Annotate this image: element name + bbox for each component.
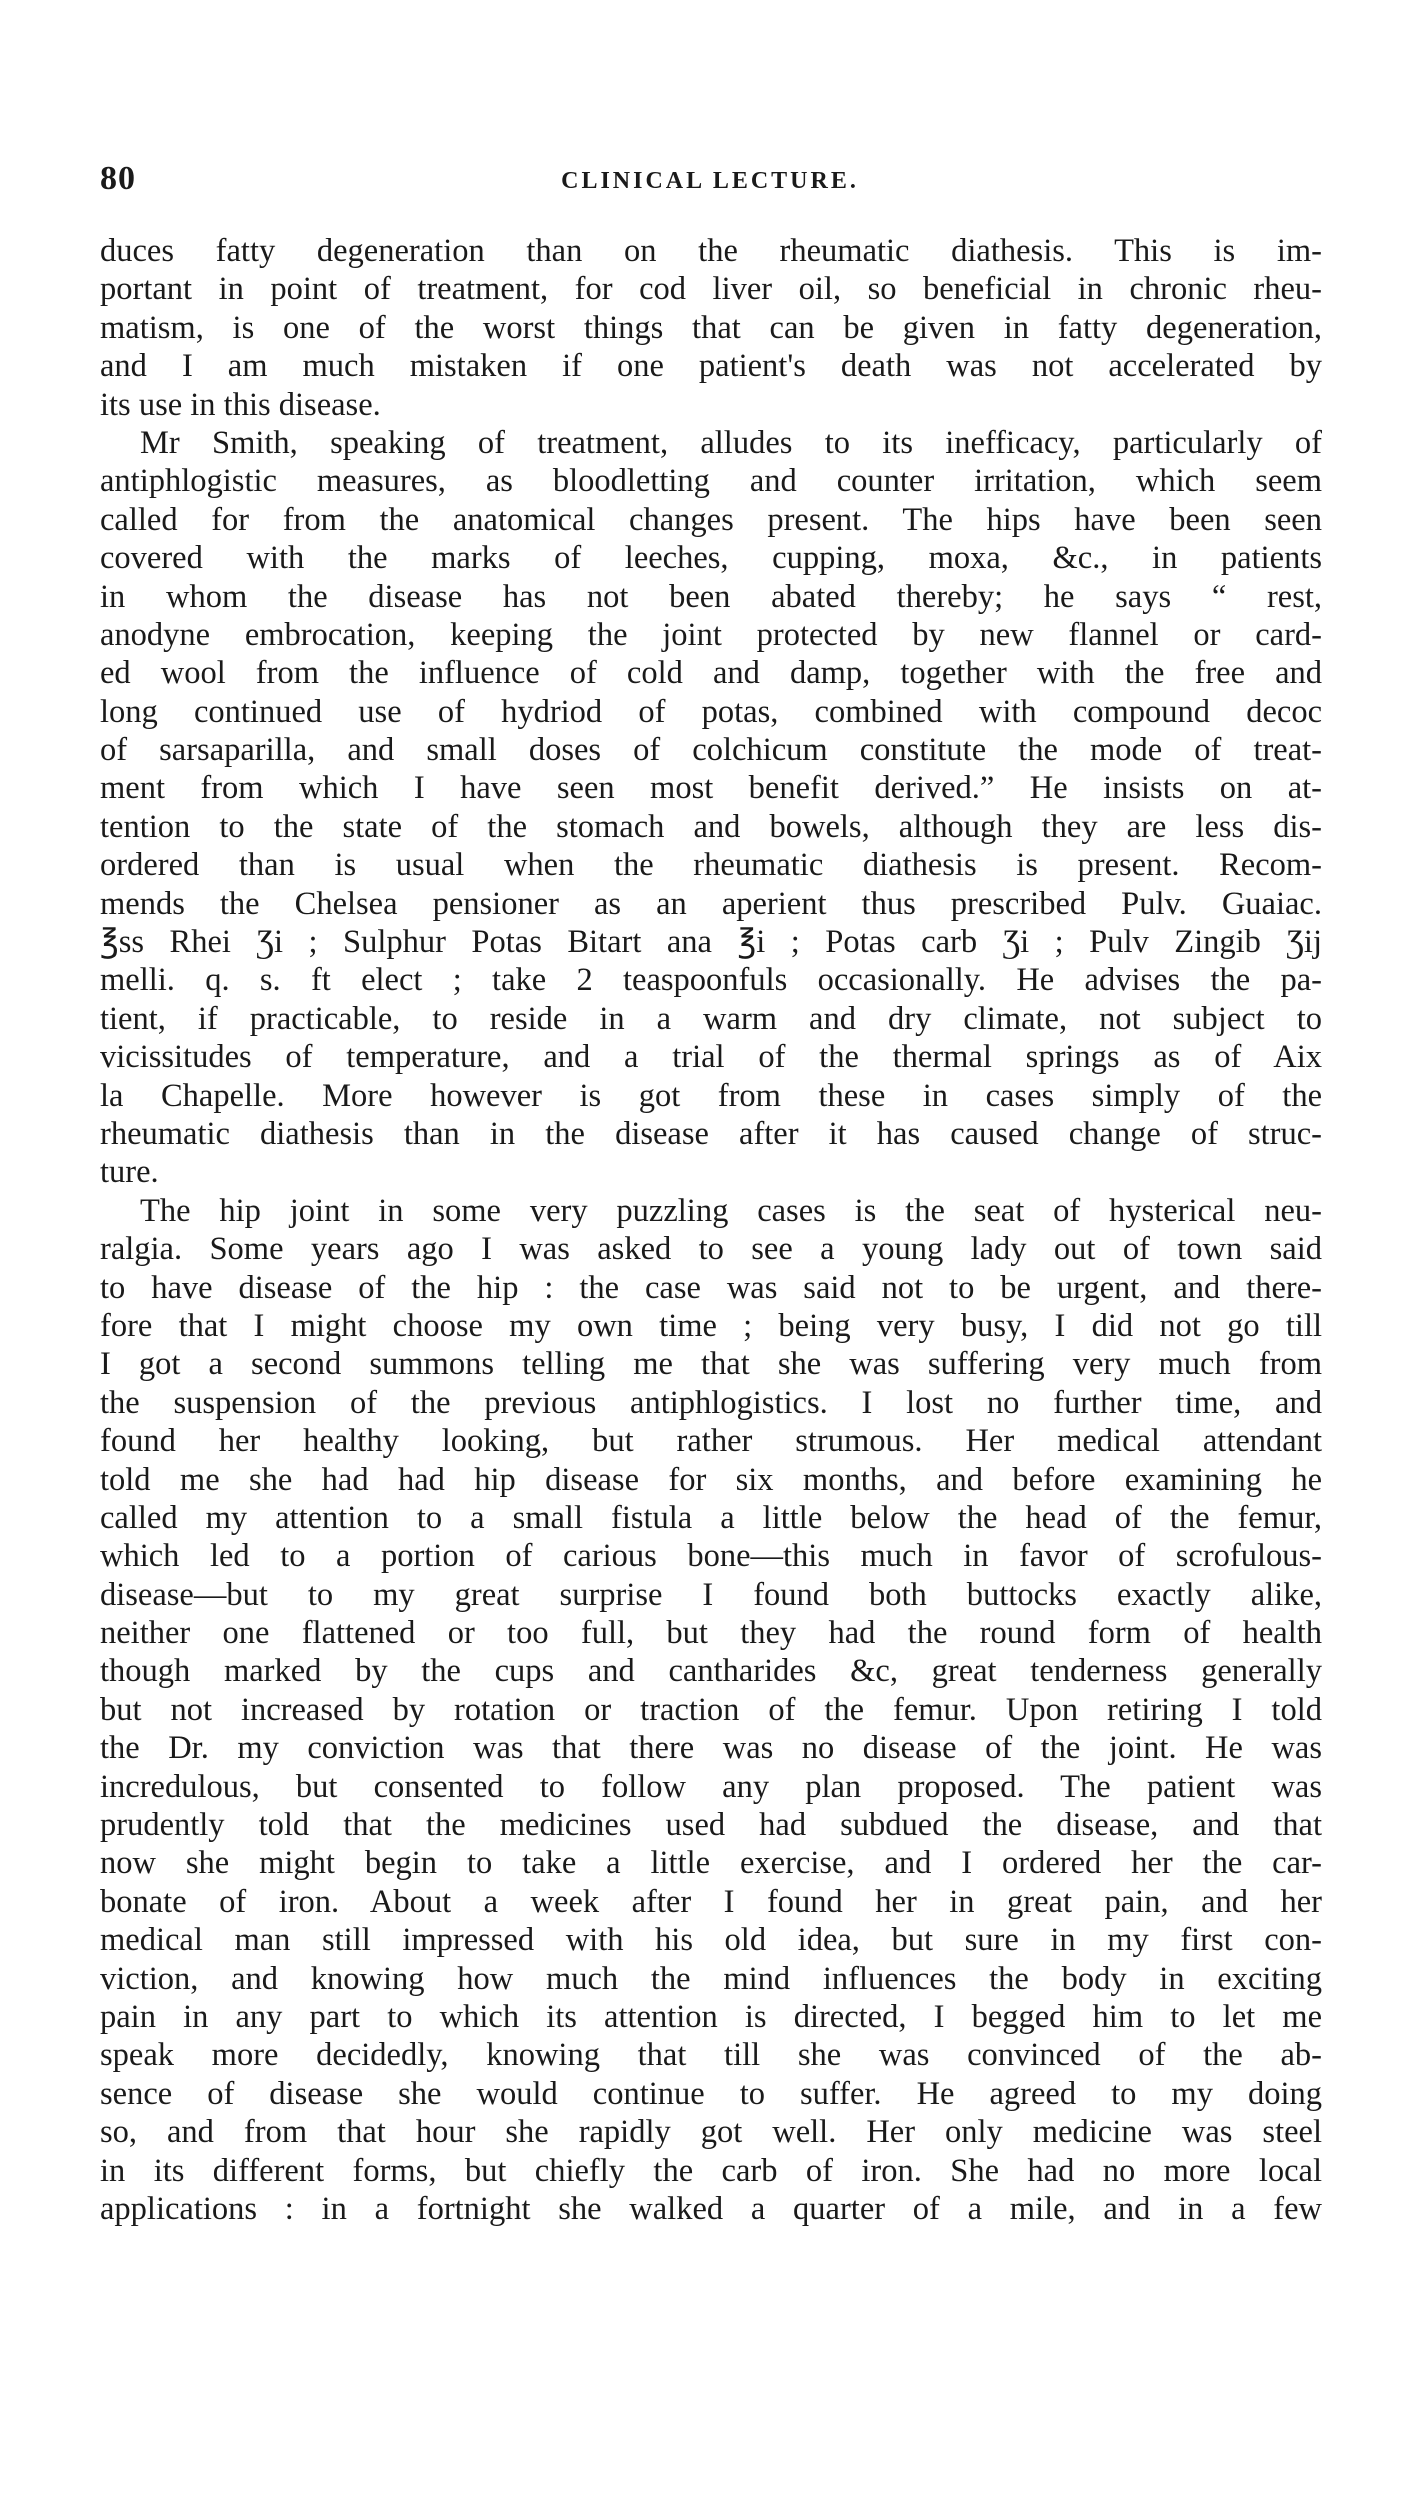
text-line: called my attention to a small fistula a little below the head of the femur,	[100, 1499, 1322, 1536]
text-line: sence of disease she would continue to suffer. He agreed to my doing	[100, 2075, 1322, 2112]
text-line: called for from the anatomical changes present. The hips have been seen	[100, 501, 1322, 538]
text-line: in whom the disease has not been abated thereby; he says “ rest,	[100, 578, 1322, 615]
text-line: viction, and knowing how much the mind influences the body in exciting	[100, 1960, 1322, 1997]
text-line: ℥ss Rhei Ʒi ; Sulphur Potas Bitart ana ℥i ; Potas carb Ʒi ; Pulv Zingib Ʒij	[100, 924, 1322, 961]
text-line: rheumatic diathesis than in the disease after it has caused change of struc-	[100, 1115, 1322, 1152]
text-line: portant in point of treatment, for cod liver oil, so beneficial in chronic rheu-	[100, 271, 1322, 308]
text-line: tention to the state of the stomach and bowels, although they are less dis-	[100, 808, 1322, 845]
text-line: Mr Smith, speaking of treatment, alludes to its inefficacy, particularly of	[140, 424, 1322, 461]
text-line: ordered than is usual when the rheumatic diathesis is present. Recom-	[100, 847, 1322, 884]
body-text	[100, 232, 1322, 2228]
text-line: ed wool from the influence of cold and damp, together with the free and	[100, 655, 1322, 692]
text-line: prudently told that the medicines used had subdued the disease, and that	[100, 1807, 1322, 1844]
text-line: melli. q. s. ft elect ; take 2 teaspoonfuls occasionally. He advises the pa-	[100, 962, 1322, 999]
text-line: incredulous, but consented to follow any plan proposed. The patient was	[100, 1768, 1322, 1805]
text-line: and I am much mistaken if one patient's death was not accelerated by	[100, 348, 1322, 385]
text-line: vicissitudes of temperature, and a trial of the thermal springs as of Aix	[100, 1039, 1322, 1076]
text-line: the suspension of the previous antiphlogistics. I lost no further time, and	[100, 1384, 1322, 1421]
text-line: but not increased by rotation or traction of the femur. Upon retiring I told	[100, 1691, 1322, 1728]
text-line: fore that I might choose my own time ; being very busy, I did not go till	[100, 1307, 1322, 1344]
paragraph-2	[100, 424, 1322, 1192]
text-line: now she might begin to take a little exercise, and I ordered her the car-	[100, 1845, 1322, 1882]
paragraph-3	[100, 1192, 1322, 2229]
running-title: CLINICAL LECTURE.	[561, 168, 859, 194]
running-head	[100, 160, 1320, 204]
text-line: ture.	[100, 1154, 159, 1191]
text-line: ralgia. Some years ago I was asked to see a young lady out of town said	[100, 1231, 1322, 1268]
text-line: of sarsaparilla, and small doses of colchicum constitute the mode of treat-	[100, 732, 1322, 769]
text-line: tient, if practicable, to reside in a warm and dry climate, not subject to	[100, 1000, 1322, 1037]
text-line: The hip joint in some very puzzling cases is the seat of hysterical neu-	[140, 1192, 1322, 1229]
text-line: anodyne embrocation, keeping the joint protected by new flannel or card-	[100, 616, 1322, 653]
text-line: the Dr. my conviction was that there was no disease of the joint. He was	[100, 1730, 1322, 1767]
text-line: found her healthy looking, but rather strumous. Her medical attendant	[100, 1423, 1322, 1460]
text-line: bonate of iron. About a week after I found her in great pain, and her	[100, 1883, 1322, 1920]
text-line: antiphlogistic measures, as bloodletting and counter irritation, which seem	[100, 463, 1322, 500]
text-line: duces fatty degeneration than on the rheumatic diathesis. This is im-	[100, 233, 1322, 269]
text-line: long continued use of hydriod of potas, combined with compound decoc	[100, 693, 1322, 730]
text-line: covered with the marks of leeches, cupping, moxa, &c., in patients	[100, 540, 1322, 577]
text-line: I got a second summons telling me that she was suffering very much from	[100, 1346, 1322, 1383]
text-line: so, and from that hour she rapidly got well. Her only medicine was steel	[100, 2114, 1322, 2151]
text-line: medical man still impressed with his old idea, but sure in my first con-	[100, 1922, 1322, 1959]
text-line: to have disease of the hip : the case was said not to be urgent, and there-	[100, 1269, 1322, 1306]
text-line: mends the Chelsea pensioner as an aperient thus prescribed Pulv. Guaiac.	[100, 885, 1322, 922]
text-line: speak more decidedly, knowing that till she was convinced of the ab-	[100, 2037, 1322, 2074]
paragraph-1	[100, 232, 1322, 424]
text-line: pain in any part to which its attention is directed, I begged him to let me	[100, 1998, 1322, 2035]
text-line: in its different forms, but chiefly the carb of iron. She had no more local	[100, 2152, 1322, 2189]
text-line: matism, is one of the worst things that can be given in fatty degeneration,	[100, 309, 1322, 346]
text-line: its use in this disease.	[100, 386, 381, 423]
text-line: ment from which I have seen most benefit derived.” He insists on at-	[100, 770, 1322, 807]
page-number: 80	[100, 160, 136, 197]
text-line: disease—but to my great surprise I found both buttocks exactly alike,	[100, 1576, 1322, 1613]
text-line: told me she had had hip disease for six months, and before examining he	[100, 1461, 1322, 1498]
text-line: which led to a portion of carious bone—this much in favor of scrofulous-	[100, 1538, 1322, 1575]
text-line: neither one flattened or too full, but they had the round form of health	[100, 1615, 1322, 1652]
text-line: la Chapelle. More however is got from these in cases simply of the	[100, 1077, 1322, 1114]
text-line: applications : in a fortnight she walked a quarter of a mile, and in a few	[100, 2190, 1322, 2227]
text-line: though marked by the cups and cantharides &c, great tenderness generally	[100, 1653, 1322, 1690]
